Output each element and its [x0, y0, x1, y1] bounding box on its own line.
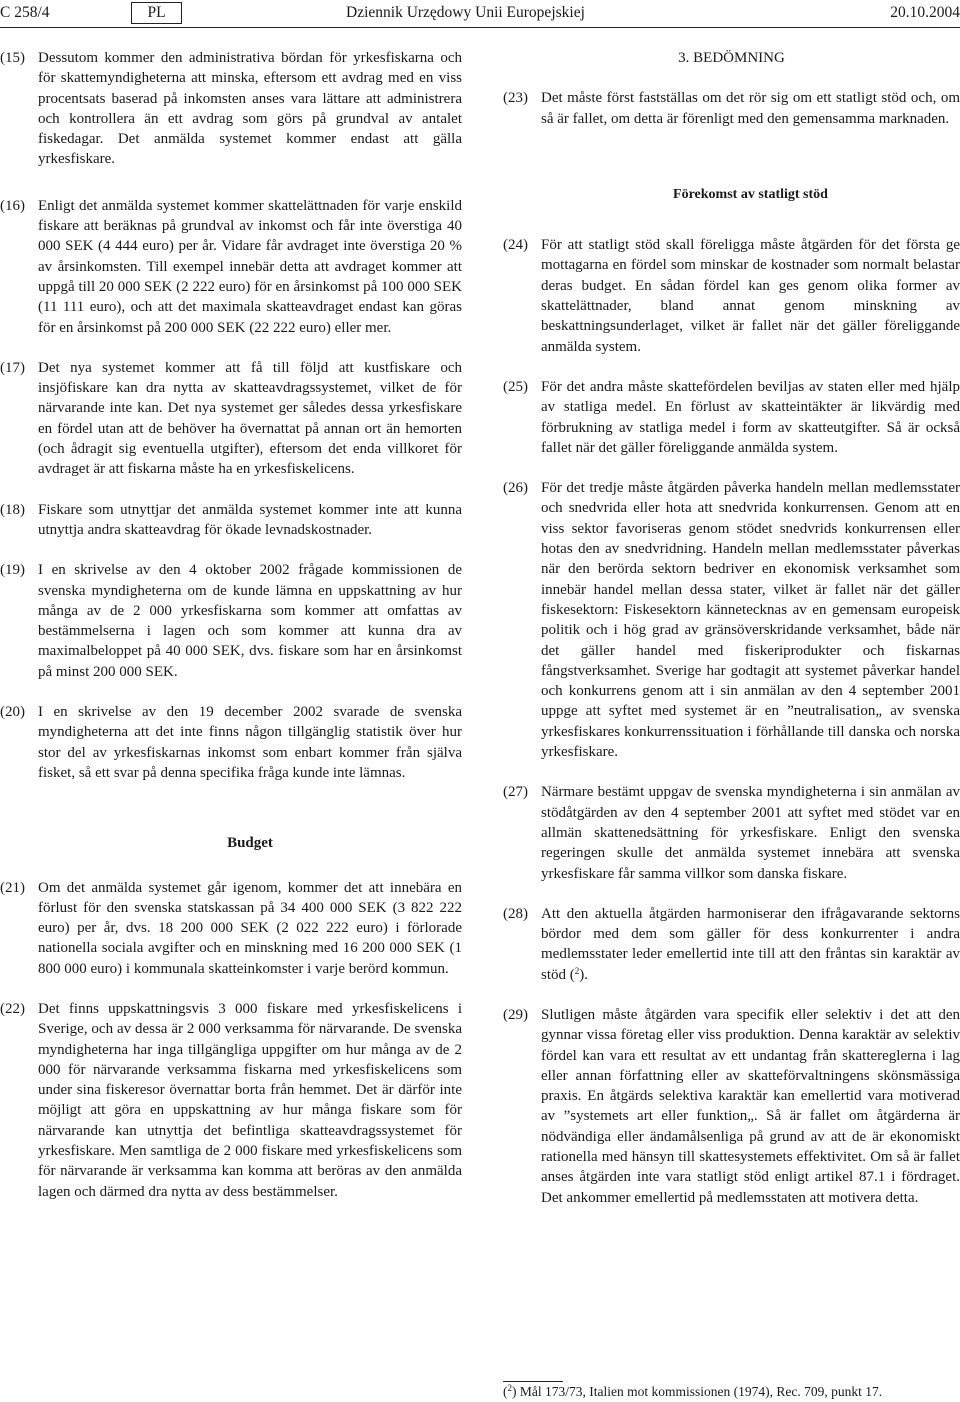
paragraph-number: (16) [0, 197, 25, 214]
publication-date: 20.10.2004 [890, 4, 960, 21]
paragraph-26 [503, 478, 960, 762]
page-header [0, 0, 960, 30]
paragraph-20 [0, 702, 462, 783]
paragraph-15 [0, 48, 462, 170]
footnote-rule [503, 1381, 563, 1382]
paragraph-27 [503, 782, 960, 883]
journal-title: Dziennik Urzędowy Unii Europejskiej [346, 4, 585, 21]
paragraph-text [541, 904, 960, 985]
right-column [503, 48, 960, 1208]
paragraph-25 [503, 377, 960, 458]
paragraph-number: (18) [0, 501, 25, 518]
header-rule [0, 27, 960, 28]
paragraph-number: (24) [503, 237, 528, 254]
paragraph-text: Enligt det anmälda systemet kommer skattelättnaden för varje enskild fiskare att beräknas på grundval av inkomst och får inte överstiga 40 000 SEK (4 444 euro) per år. Vidare får avdraget inte överstiga 20 % av årsinkomsten. Till exempel innebär detta att avdraget kommer att uppgå till 20 000 SEK (2 222 euro) för en årsinkomst på 100 000 SEK (11 111 euro), och att det maximala skatteavdraget endast kan göras för en årsinkomst på 200 000 SEK (22 222 euro) eller mer. [38, 197, 462, 336]
left-column [0, 48, 462, 1202]
paragraph-text: Slutligen måste åtgärden vara specifik eller selektiv i det att den gynnar vissa företag eller viss produktion. Denna karaktär av selektiv fördel kan vara ett resultat av ett undantag från skattereglerna i lag eller annan författning eller av skatteförvaltningens skönsmässiga praxis. En åtgärds selektiva karaktär kan emellertid vara motiverad av ”systemets art eller funktion„. Så är fallet om åtgärderna är nödvändiga eller ändamålsenliga på grund av att de är ekonomiskt rationella med hänsyn till skattesystemets effektivitet. Om så är fallet anses åtgärden inte vara statligt stöd enligt artikel 87.1 i fördraget. Det ankommer emellertid på medlemsstaten att motivera detta. [541, 1006, 960, 1206]
paragraph-number: (27) [503, 784, 528, 801]
paragraph-number: (25) [503, 378, 528, 395]
paragraph-number: (29) [503, 1006, 528, 1023]
paragraph-text: Det finns uppskattningsvis 3 000 fiskare med yrkesfiskelicens i Sverige, och av dessa är 2 000 verksamma för närvarande. De svenska myndigheterna har inga tillgängliga uppgifter om hur många av de 2 000 för närvarande verksamma fiskarna med yrkesfiskelicens som under sina fiskeresor övernattar borta från hemmet. Det är därför inte möjligt att göra en uppskattning av hur många fiskare som för närvarande kan utnyttja det befintliga skatteavdragssystemet för yrkesfiskare. Men samtliga de 2 000 fiskare med yrkesfiskelicens som för närvarande är verksamma kan komma att beröras av den anmälda lagen och därmed dra nytta av dess bestämmelser. [38, 1000, 462, 1200]
paragraph-19 [0, 560, 462, 682]
footnote-marker: 2 [507, 1383, 512, 1393]
budget-heading: Budget [227, 835, 273, 852]
paragraph-text: Det nya systemet kommer att få till följd att kustfiskare och insjöfiskare kan dra nytta av skatteavdragssystemet, vilket de för närvarande inte kan. Det nya systemet ger således dessa yrkesfiskare en fördel utan att de behöver ha övernattat på annan ort än hemorten (och ådragit sig eventuella utgifter), eftersom det enda villkoret för avdraget är att fiskarna måste ha en yrkesfiskelicens. [38, 359, 462, 478]
paragraph-text: Närmare bestämt uppgav de svenska myndigheterna i sin anmälan av stödåtgärden av den 4 september 2001 att syftet med stödet var en allmän skattenedsättning för yrkesfiskare. Enligt den svenska regeringen skulle det anmälda systemet innebära att svenska yrkesfiskare får samma villkor som danska fiskare. [541, 784, 960, 882]
paragraph-text: För att statligt stöd skall föreligga måste åtgärden för det första ge mottagarna en fördel som minskar de kostnader som normalt belastar deras budget. En sådan fördel kan ges genom olika former av skattelättnader, bland annat genom minskning av beskattningsunderlaget, vilket är fallet när det gäller föreliggande anmälda system. [541, 237, 960, 355]
paragraph-text: I en skrivelse av den 4 oktober 2002 frågade kommissionen de svenska myndigheterna om de kunde lämna en uppskattning av hur många av de 2 000 yrkesfiskarna som kommer att omfattas av bestämmelserna i lagen och som kommer att kunna dra av maximalbeloppet på 40 000 SEK, dvs. fiskare som har en årsinkomst på minst 200 000 SEK. [38, 562, 462, 680]
language-badge: PL [131, 2, 182, 24]
paragraph-number: (28) [503, 905, 528, 922]
paragraph-text: Om det anmälda systemet går igenom, kommer det att innebära en förlust för den svenska statskassan på 34 400 000 SEK (3 822 222 euro) per år, dvs. 18 200 000 SEK (2 022 222 euro) i förlorade nationella sociala avgifter och en minskning med 16 200 000 SEK (1 800 000 euro) i kommunala skatteinkomster i varje berörd kommun. [38, 879, 462, 977]
footnote [503, 1383, 960, 1401]
paragraph-text: I en skrivelse av den 19 december 2002 svarade de svenska myndigheterna att det inte finns någon tillgänglig statistik över hur stor del av yrkesfiskarnas inkomst som enbart kommer från själva fisket, så ett svar på denna specifika fråga kunde inte lämnas. [38, 704, 462, 781]
footnote-open: ( [503, 1384, 508, 1399]
paragraph-23 [503, 88, 960, 129]
paragraph-text: Dessutom kommer den administrativa bördan för yrkesfiskarna och för skattemyndigheterna att minska, eftersom ett avdrag med en viss procentsats baserad på inkomsten anses vara lättare att administrera och kontrollera än ett avdrag som görs på grundval av antalet fiskedagar. Det anmälda systemet kommer endast att gälla yrkesfiskare. [38, 50, 462, 168]
section-heading: 3. BEDÖMNING [678, 50, 785, 66]
subheading: Förekomst av statligt stöd [673, 186, 828, 202]
paragraph-17 [0, 358, 462, 480]
paragraph-number: (21) [0, 879, 25, 896]
paragraph-number: (15) [0, 50, 25, 66]
paragraph-text: För det tredje måste åtgärden påverka handeln mellan medlemsstater och snedvrida eller hota att snedvrida konkurrensen. Genom att en viss sektor favoriseras genom stödet snedvrids konkurrensen eller hotas den av snedvridning. Handeln mellan medlemsstater påverkas när den berörda sektorn bedriver en ekonomisk verksamhet som innebär handel mellan dessa stater, vilket är fallet när det gäller fiskesektorn: Fiskesektorn kännetecknas av en gemensam europeisk politik och i hög grad av gränsöverskridande verksamhet, både när det gäller handel med fiskeriprodukter och fiskarnas fångstverksamhet. Sverige har godtagit att systemet påverkar handel och konkurrens genom att i sin anmälan av den 4 september 2001 uppge att syftet med systemet är en ”neutralisation„ av svenska yrkesfiskares konkurrenssituation i förhållande till danska och norska yrkesfiskare. [541, 480, 960, 761]
paragraph-number: (19) [0, 562, 25, 579]
footnote-reference[interactable]: 2 [574, 965, 580, 976]
paragraph-number: (26) [503, 480, 528, 497]
page-reference: C 258/4 [0, 4, 50, 21]
paragraph-18 [0, 500, 462, 541]
paragraph-16 [0, 196, 462, 338]
paragraph-number: (17) [0, 359, 25, 376]
footnote-text: Mål 173/73, Italien mot kommissionen (1974), Rec. 709, punkt 17. [516, 1384, 883, 1399]
paragraph-24 [503, 235, 960, 357]
paragraph-text: Det måste först fastställas om det rör sig om ett statligt stöd och, om så är fallet, om detta är förenligt med den gemensamma marknaden. [541, 90, 960, 127]
paragraph-tail: ). [579, 966, 588, 983]
footnote-close: ) [512, 1384, 517, 1399]
paragraph-22 [0, 999, 462, 1202]
paragraph-text: Fiskare som utnyttjar det anmälda systemet kommer inte att kunna utnyttja andra skatteavdrag för ökade levnadskostnader. [38, 501, 462, 538]
paragraph-number: (20) [0, 704, 25, 721]
paragraph-28 [503, 904, 960, 985]
paragraph-29 [503, 1005, 960, 1208]
paragraph-number: (23) [503, 90, 528, 107]
paragraph-21 [0, 878, 462, 979]
paragraph-number: (22) [0, 1000, 25, 1017]
paragraph-body: Att den aktuella åtgärden harmoniserar den ifrågavarande sektorns bördor med dem som gäller för dess konkurrenter i andra medlemsstater leder emellertid inte till att den fråntas sin karaktär av stöd ( [541, 905, 960, 983]
paragraph-text: För det andra måste skattefördelen beviljas av staten eller med hjälp av statliga medel. En förlust av skatteintäkter är likvärdig med förbrukning av statliga medel i form av skatteutgifter. Så är också fallet när det gäller föreliggande anmälda system. [541, 378, 960, 456]
